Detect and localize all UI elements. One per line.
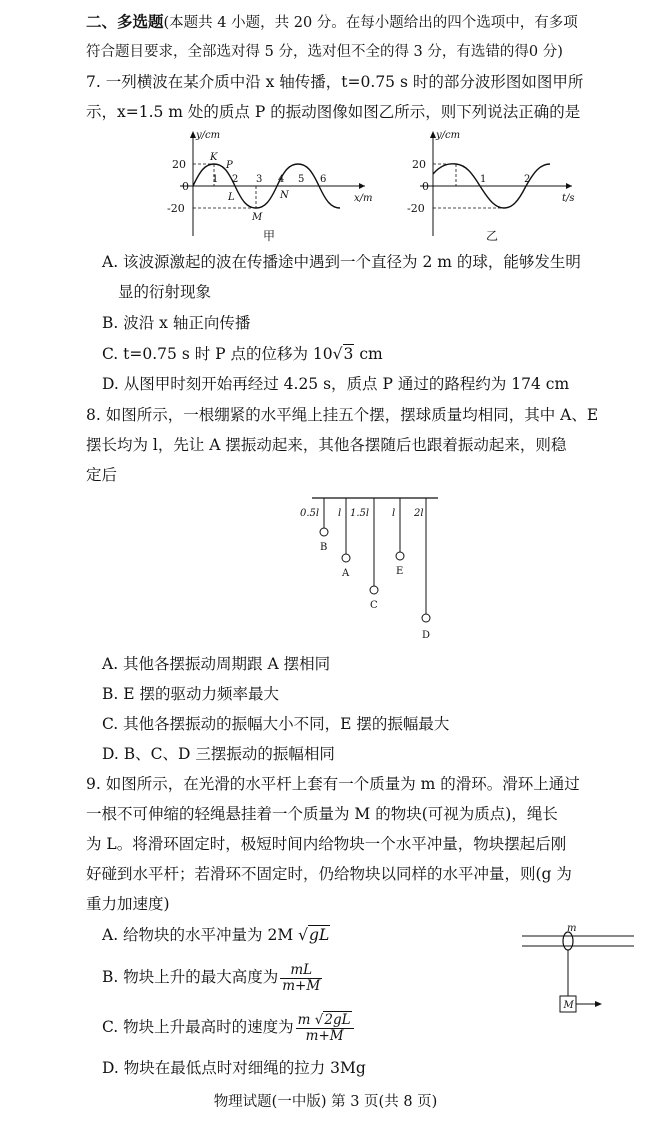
left-ytick-0: 0: [182, 180, 189, 193]
q8-option-c: C. 其他各摆振动的振幅大小不同，E 摆的振幅最大: [102, 715, 450, 733]
q9-stem-1: 9. 如图所示，在光滑的水平杆上套有一个质量为 m 的滑环。滑环上通过: [86, 775, 580, 793]
length-c: 1.5l: [350, 508, 370, 519]
q8-option-a: A. 其他各摆振动周期跟 A 摆相同: [102, 655, 331, 673]
q8-pendulum-figure: [290, 492, 450, 642]
right-ytick-0: 0: [422, 180, 429, 193]
x-axis-arrow-icon: [359, 183, 365, 189]
q7-option-c-radicand: 3: [343, 345, 354, 363]
left-ylabel: y/cm: [196, 130, 221, 141]
q7-option-d: D. 从图甲时刻开始再经过 4.25 s，质点 P 通过的路程约为 174 cm: [102, 375, 570, 393]
q9-option-b-text: B. 物块上升的最大高度为: [102, 968, 279, 986]
q8-stem-3: 定后: [86, 466, 118, 484]
q8-option-b: B. E 摆的驱动力频率最大: [102, 685, 279, 703]
q9-option-c-fraction: [296, 1013, 354, 1044]
point-n: N: [280, 190, 289, 201]
section-header: [86, 12, 578, 33]
q7-stem-2: 示，x=1.5 m 处的质点 P 的振动图像如图乙所示，则下列说法正确的是: [86, 103, 581, 121]
q9-option-a-text: A. 给物块的水平冲量为 2M: [102, 926, 299, 944]
q7-wave-figure: [160, 126, 380, 244]
q9-stem-5: 重力加速度): [86, 895, 170, 913]
q7-vibration-figure: [400, 126, 580, 244]
length-e: l: [392, 508, 396, 519]
label-d: D: [422, 630, 431, 641]
right-xtick-1: 1: [480, 174, 487, 185]
point-k: K: [210, 152, 218, 163]
ring-label: m: [567, 924, 577, 934]
right-ylabel: y/cm: [436, 130, 461, 141]
q9-option-c: [102, 1010, 354, 1044]
label-c: C: [370, 600, 378, 611]
q9-option-b: [102, 960, 322, 994]
q8-option-d: D. B、C、D 三摆振动的振幅相同: [102, 745, 335, 763]
q9-stem-4: 好碰到水平杆；若滑环不固定时，仍给物块以同样的水平冲量，则(g 为: [86, 865, 572, 883]
left-ytick-neg20: -20: [167, 202, 185, 215]
left-xlabel: x/m: [354, 193, 373, 204]
left-xtick-5: 5: [298, 174, 305, 185]
q9-option-a-radicand: gL: [309, 926, 330, 944]
page-footer: 物理试题(一中版) 第 3 页(共 8 页): [213, 1094, 438, 1110]
q9-option-c-numerator-radicand: 2gL: [324, 1011, 351, 1028]
q9-stem-2: 一根不可伸缩的轻绳悬挂着一个质量为 M 的物块(可视为质点)，绳长: [86, 805, 558, 823]
q7-option-a-2: 显的衍射现象: [118, 283, 212, 301]
label-b: B: [320, 542, 328, 553]
ball-a: [342, 554, 350, 562]
right-caption: 乙: [486, 229, 499, 243]
label-a: A: [342, 568, 350, 579]
q9-option-c-denominator: m+M: [305, 1027, 344, 1044]
left-xtick-6: 6: [320, 174, 327, 185]
point-m: M: [252, 212, 263, 223]
q9-option-c-numerator-coef: m: [297, 1011, 315, 1028]
left-xtick-4: 4: [278, 174, 285, 185]
ball-b: [320, 528, 328, 536]
ring: [563, 932, 573, 950]
ball-e: [396, 552, 404, 560]
q8-stem-2: 摆长均为 l，先让 A 摆振动起来，其他各摆随后也跟着振动起来，则稳: [86, 436, 567, 454]
ball-c: [370, 586, 378, 594]
left-ytick-20: 20: [172, 158, 186, 171]
q7-option-c-unit: cm: [354, 345, 383, 363]
left-caption: 甲: [263, 229, 276, 243]
q8-stem-1: 8. 如图所示，一根绷紧的水平绳上挂五个摆，摆球质量均相同，其中 A、E: [86, 406, 599, 424]
arrow-right-icon: [595, 1001, 602, 1007]
q7-option-c-text: C. t=0.75 s 时 P 点的位移为 10: [102, 345, 333, 363]
right-xtick-2: 2: [524, 174, 531, 185]
q9-option-a: A. 给物块的水平冲量为 2M √gL: [102, 926, 330, 944]
q9-ring-figure: [520, 924, 638, 1024]
left-xtick-3: 3: [256, 174, 263, 185]
block-label: M: [563, 1000, 574, 1011]
section-heading: 二、多选题: [86, 12, 164, 31]
q7-option-a-1: A. 该波源激起的波在传播途中遇到一个直径为 2 m 的球，能够发生明: [102, 253, 581, 271]
left-xtick-2: 2: [232, 174, 239, 185]
q9-stem-3: 为 L。将滑环固定时，极短时间内给物块一个水平冲量，物块摆起后刚: [86, 835, 567, 853]
q9-option-c-numerator: m √2gL: [296, 1013, 354, 1029]
left-xtick-1: 1: [212, 174, 219, 185]
point-p: P: [226, 160, 233, 171]
q9-option-b-fraction: [280, 963, 322, 994]
q9-option-b-denominator: m+M: [282, 977, 321, 994]
right-xlabel: t/s: [562, 193, 575, 204]
q9-option-b-numerator: mL: [280, 963, 322, 979]
length-a: l: [338, 508, 342, 519]
point-l: L: [228, 192, 235, 203]
length-d: 2l: [414, 508, 424, 519]
q9-option-d: D. 物块在最低点时对细绳的拉力 3Mg: [102, 1059, 366, 1077]
q7-stem-1: 7. 一列横波在某介质中沿 x 轴传播，t=0.75 s 时的部分波形图如图甲所: [86, 73, 584, 91]
section-intro-2: 符合题目要求，全部选对得 5 分，选对但不全的得 3 分，有选错的得0 分): [86, 44, 563, 60]
section-intro-1: (本题共 4 小题，共 20 分。在每小题给出的四个选项中，有多项: [163, 15, 578, 31]
length-b: 0.5l: [300, 508, 320, 519]
q7-option-b: B. 波沿 x 轴正向传播: [102, 314, 251, 332]
q7-option-c: C. t=0.75 s 时 P 点的位移为 10√3 cm: [102, 345, 383, 363]
right-ytick-20: 20: [412, 158, 426, 171]
ball-d: [422, 614, 430, 622]
x-axis-arrow-icon: [566, 183, 572, 189]
q9-option-c-text: C. 物块上升最高时的速度为: [102, 1018, 294, 1036]
label-e: E: [396, 566, 404, 577]
right-ytick-neg20: -20: [407, 202, 425, 215]
